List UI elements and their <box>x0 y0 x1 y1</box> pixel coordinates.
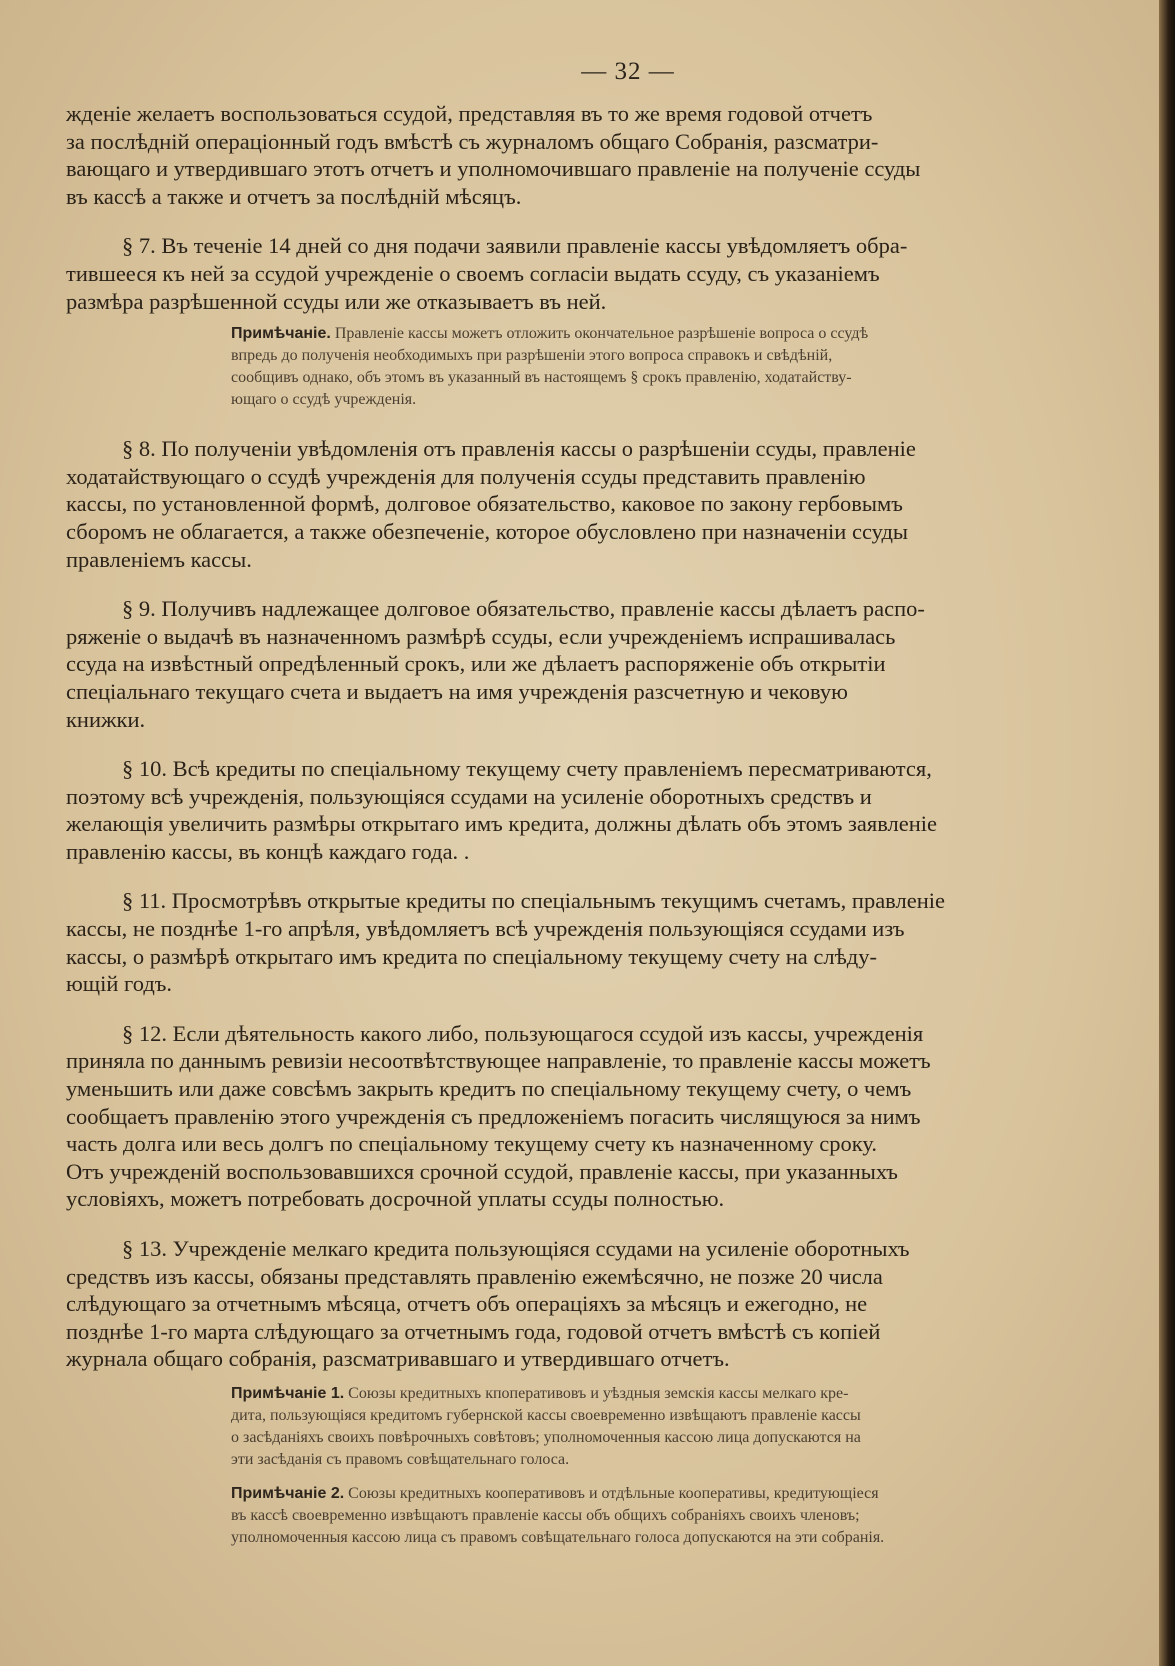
note-section-13-1 <box>231 1383 1160 1471</box>
text-line: ходатайствующаго о ссудѣ учрежденія для полученія ссуды представить правленію <box>66 463 866 489</box>
text-line: размѣра разрѣшенной ссуды или же отказываетъ въ ней. <box>66 288 607 314</box>
text-line: поэтому всѣ учрежденія, пользующіяся ссудами на усиленіе оборотныхъ средствъ и <box>66 783 872 809</box>
paragraph-section-11 <box>66 887 1160 997</box>
paragraph-section-13 <box>66 1235 1160 1373</box>
text-line: § 13. Учрежденіе мелкаго кредита пользующіяся ссудами на усиленіе оборотныхъ <box>122 1236 910 1261</box>
note-line: ющаго о ссудѣ учрежденія. <box>231 391 417 409</box>
text-line: часть долга или весь долгъ по спеціальному текущему счету къ назначенному сроку. <box>66 1131 877 1157</box>
paragraph-section-7 <box>66 232 1160 315</box>
note-line: дита, пользующіяся кредитомъ губернской кассы своевременно извѣщаютъ правленіе кассы <box>231 1406 861 1424</box>
text-line: спеціальнаго текущаго счета и выдаетъ на имя учрежденія разсчетную и чековую <box>66 678 848 704</box>
note-line: о засѣданіяхъ своихъ повѣрочныхъ совѣтовъ; уполномоченныя кассою лица допускаются на <box>231 1428 861 1446</box>
page-binding-edge <box>1159 0 1175 1666</box>
text-line: кассы, о размѣрѣ открытаго имъ кредита по спеціальному текущему счету на слѣду- <box>66 943 877 969</box>
note-text: Правленіе кассы можетъ отложить окончательное разрѣшеніе вопроса о ссудѣ <box>330 325 869 343</box>
text-line: журнала общаго собранія, разсматривавшаго и утвердившаго отчетъ. <box>66 1346 730 1372</box>
text-line: книжки. <box>66 706 146 732</box>
text-line: § 10. Всѣ кредиты по спеціальному текущему счету правленіемъ пересматриваются, <box>122 756 932 782</box>
text-line: сообщаетъ правленію этого учрежденія съ предложеніемъ погасить числящуюся за нимъ <box>66 1103 921 1129</box>
text-line: Отъ учрежденій воспользовавшихся срочной ссудой, правленіе кассы, при указанныхъ <box>66 1158 898 1184</box>
note-text: Союзы кредитныхъ кооперативовъ и отдѣльные кооперативы, кредитующіеся <box>344 1484 879 1502</box>
paragraph-section-10 <box>66 755 1160 865</box>
text-line: сборомъ не облагается, а также обезпеченіе, которое обусловлено при назначеніи ссуды <box>66 518 909 544</box>
text-line: приняла по даннымъ ревизіи несоотвѣтствующее направленіе, то правленіе кассы можетъ <box>66 1048 931 1074</box>
text-line: желающія увеличить размѣры открытаго имъ кредита, должны дѣлать объ этомъ заявленіе <box>66 811 938 837</box>
text-line: ряженіе о выдачѣ въ назначенномъ размѣрѣ ссуды, если учрежденіемъ испрашивалась <box>66 623 896 649</box>
text-line: § 7. Въ теченіе 14 дней со дня подачи заявили правленіе кассы увѣдомляетъ обра- <box>122 233 908 259</box>
text-line: условіяхъ, можетъ потребовать досрочной уплаты ссуды полностью. <box>66 1186 725 1212</box>
text-line: § 8. По полученіи увѣдомленія отъ правленія кассы о разрѣшеніи ссуды, правленіе <box>122 436 916 462</box>
note-label: Примѣчаніе. <box>231 325 331 343</box>
note-line: эти засѣданія съ правомъ совѣщательнаго голоса. <box>231 1450 570 1468</box>
text-line: § 12. Если дѣятельность какого либо, пользующагося ссудой изъ кассы, учрежденія <box>122 1020 924 1046</box>
note-line <box>231 1483 1160 1505</box>
text-line: § 11. Просмотрѣвъ открытые кредиты по спеціальнымъ текущимъ счетамъ, правленіе <box>122 888 946 914</box>
text-line: за послѣдній операціонный годъ вмѣстѣ съ журналомъ общаго Собранія, разсматри- <box>66 128 879 154</box>
note-label: Примѣчаніе 2. <box>231 1484 345 1502</box>
text-line: правленію кассы, въ концѣ каждаго года. . <box>66 838 470 864</box>
note-section-13-2 <box>231 1483 1160 1549</box>
note-label: Примѣчаніе 1. <box>231 1384 345 1402</box>
note-line <box>231 1383 1160 1405</box>
paragraph-continuation <box>66 100 1160 210</box>
paragraph-section-12 <box>66 1020 1160 1213</box>
note-line <box>231 323 1160 345</box>
text-line: уменьшить или даже совсѣмъ закрыть кредитъ по спеціальному текущему счету, о чемъ <box>66 1076 912 1102</box>
text-line: ссуда на извѣстный опредѣленный срокъ, или же дѣлаетъ распоряженіе объ открытіи <box>66 651 886 677</box>
text-line: кассы, не позднѣе 1-го апрѣля, увѣдомляетъ всѣ учрежденія пользующіяся ссудами изъ <box>66 916 905 942</box>
text-line: въ кассѣ а также и отчетъ за послѣдній мѣсяцъ. <box>66 183 522 209</box>
text-line: тившееся къ ней за ссудой учрежденіе о своемъ согласіи выдать ссуду, съ указаніемъ <box>66 260 880 286</box>
note-section-7 <box>231 323 1160 411</box>
text-line: жденіе желаетъ воспользоваться ссудой, представляя въ то же время годовой отчетъ <box>66 101 873 126</box>
text-line: ющій годъ. <box>66 971 173 997</box>
text-line: правленіемъ кассы. <box>66 546 252 572</box>
text-line: средствъ изъ кассы, обязаны представлять правленію ежемѣсячно, не позже 20 числа <box>66 1263 883 1289</box>
note-line: въ кассѣ своевременно извѣщаютъ правленіе кассы объ общихъ собраніяхъ своихъ членовъ; <box>231 1506 860 1524</box>
paragraph-section-8 <box>66 435 1160 573</box>
document-page <box>66 58 1160 1573</box>
note-line: сообщивъ однако, объ этомъ въ указанный въ настоящемъ § срокъ правленію, ходатайству- <box>231 369 852 387</box>
paragraph-section-9 <box>66 595 1160 733</box>
page-number: — 32 — <box>581 58 675 85</box>
text-line: позднѣе 1-го марта слѣдующаго за отчетнымъ года, годовой отчетъ вмѣстѣ съ копіей <box>66 1318 881 1344</box>
text-line: § 9. Получивъ надлежащее долговое обязательство, правленіе кассы дѣлаетъ распо- <box>122 596 925 622</box>
note-text: Союзы кредитныхъ кпоперативовъ и уѣздныя земскія кассы мелкаго кре- <box>344 1384 849 1402</box>
text-line: вающаго и утвердившаго этотъ отчетъ и уполномочившаго правленіе на полученіе ссуды <box>66 156 921 182</box>
text-line: слѣдующаго за отчетнымъ мѣсяца, отчетъ объ операціяхъ за мѣсяцъ и ежегодно, не <box>66 1291 868 1317</box>
note-line: впредь до полученія необходимыхъ при разрѣшеніи этого вопроса справокъ и свѣдѣній, <box>231 347 833 365</box>
text-line: кассы, по установленной формѣ, долговое обязательство, каковое по закону гербовымъ <box>66 491 903 517</box>
note-line: уполномоченныя кассою лица съ правомъ совѣщательнаго голоса допускаются на эти собранія. <box>231 1528 885 1546</box>
